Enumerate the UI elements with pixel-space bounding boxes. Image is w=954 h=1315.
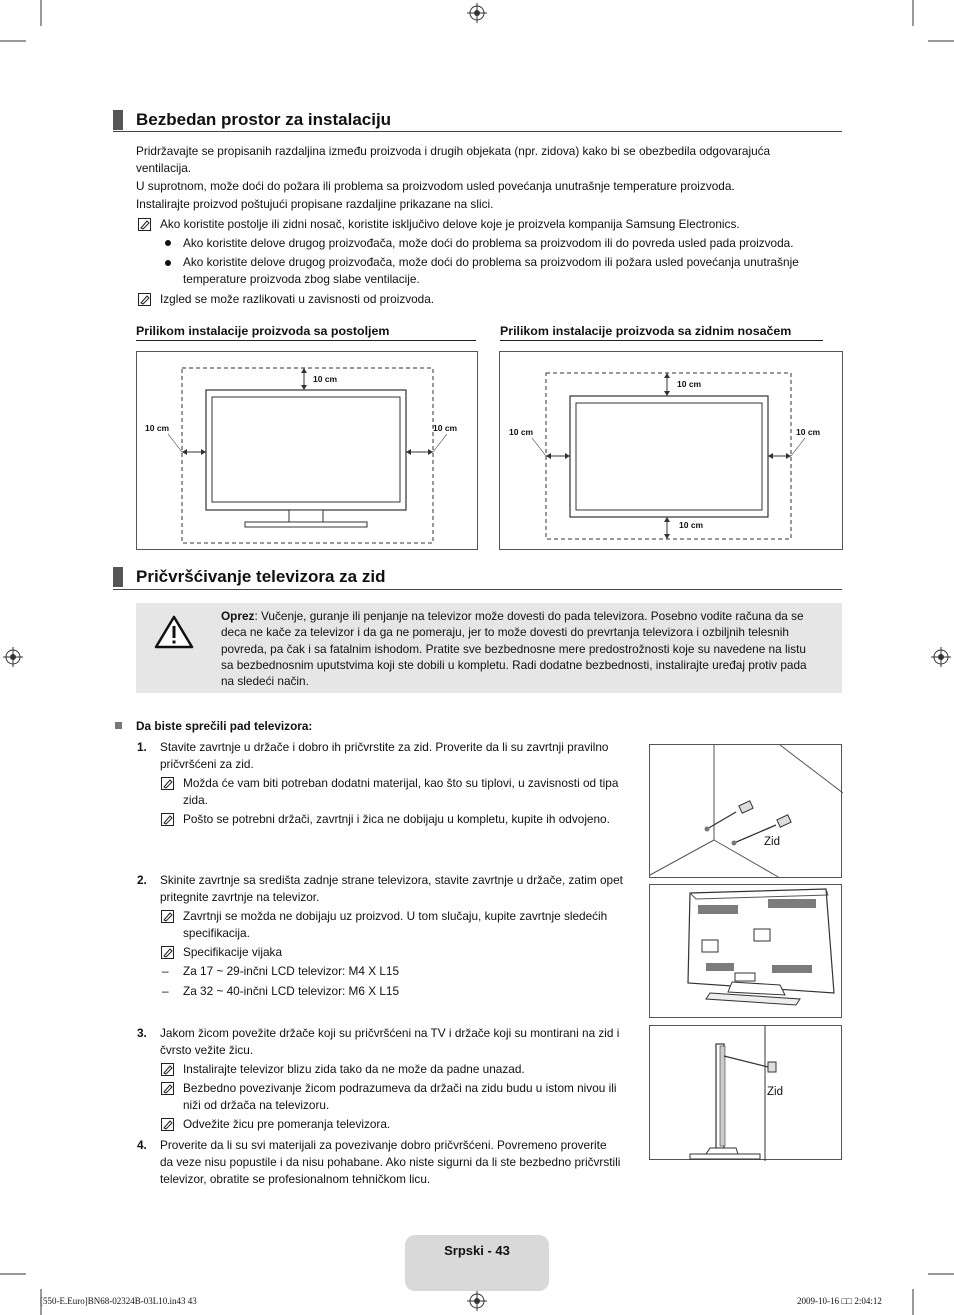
- note-icon: [161, 1118, 174, 1131]
- note-icon: [161, 946, 174, 959]
- distance-label: 10 cm: [796, 427, 821, 437]
- wire-connection-illustration: [649, 1025, 842, 1160]
- step-number: 2.: [137, 873, 147, 887]
- note-text: specifikacija.: [183, 926, 250, 940]
- warning-line: deca ne kače za televizor i da ga ne pomeraju, jer to može dovesti do prevrtanja televizora i ozbiljnih telesnih: [221, 625, 789, 639]
- note-icon: [161, 910, 174, 923]
- note-icon: [161, 813, 174, 826]
- section-bar: [113, 567, 123, 587]
- note-text: Možda će vam biti potreban dodatni materijal, kao što su tiplovi, u zavisnosti od tipa: [183, 776, 619, 790]
- distance-label: 10 cm: [509, 427, 534, 437]
- note-text: Bezbedno povezivanje žicom podrazumeva da držači na zidu budu u istom nivou ili: [183, 1081, 617, 1095]
- distance-label: 10 cm: [313, 374, 338, 384]
- warning-line: na sledeći način.: [221, 674, 309, 688]
- step-text: Proverite da li su svi materijali za povezivanje dobro pričvršćeni. Povremeno proverite: [160, 1138, 607, 1152]
- bullet-text: Ako koristite delove drugog proizvođača, može doći do problema sa proizvodom ili požara usled povećanja unutrašnje: [183, 255, 799, 269]
- note-text: Odvežite žicu pre pomeranja televizora.: [183, 1117, 391, 1131]
- paragraph: Pridržavajte se propisanih razdaljina između proizvoda i drugih objekata (npr. zidova) kako bi se obezbedila odgovarajuća: [136, 144, 771, 158]
- step-text: pričvršćeni za zid.: [160, 757, 254, 771]
- step-text: Stavite zavrtnje u držače i dobro ih pričvrstite za zid. Proverite da li su zavrtnji pravilno: [160, 740, 609, 754]
- note-text: Zavrtnji se možda ne dobijaju uz proizvod. U tom slučaju, kupite zavrtnje sledećih: [183, 909, 608, 923]
- note-text: Pošto se potrebni držači, zavrtnji i žica ne dobijaju u kompletu, kupite ih odvojeno.: [183, 812, 610, 826]
- note-text: niži od držača na televizoru.: [183, 1098, 330, 1112]
- note-text: Ako koristite postolje ili zidni nosač, koristite isključivo delove koje je proizvela kompanija Samsung Electronics.: [160, 217, 740, 231]
- warning-line: povreda, pa čak i sa fatalnim ishodom. Pratite sve bezbednosne mere predostrožnosti koje su navedene na listu: [221, 642, 806, 656]
- distance-label: 10 cm: [433, 423, 458, 433]
- spec-item: Za 32 ~ 40-inčni LCD televizor: M6 X L15: [183, 984, 400, 998]
- step-number: 4.: [137, 1138, 147, 1152]
- section-title: Pričvršćivanje televizora za zid: [136, 567, 386, 586]
- dash: –: [162, 984, 169, 998]
- paragraph: U suprotnom, može doći do požara ili problema sa proizvodom usled povećanja unutrašnje temperature proizvoda.: [136, 179, 735, 193]
- note-icon: [138, 293, 151, 306]
- wall-mount-clearance-diagram: [499, 351, 843, 550]
- bullet-text: temperature proizvoda zbog slabe ventilacije.: [183, 272, 420, 286]
- step-text: televizor, obratite se profesionalnom tehničkom licu.: [160, 1172, 431, 1186]
- section-rule: [113, 589, 842, 590]
- stand-clearance-diagram: [136, 351, 478, 550]
- paragraph: ventilacija.: [136, 161, 192, 175]
- step-text: Jakom žicom povežite držače koji su pričvršćeni na TV i držače koji su montirani na zid i: [160, 1026, 620, 1040]
- note-icon: [161, 1063, 174, 1076]
- step-text: čvrsto vežite žicu.: [160, 1043, 254, 1057]
- bullet-text: Ako koristite delove drugog proizvođača, može doći do problema sa proizvodom ili do povreda usled pada proizvoda.: [183, 236, 794, 250]
- bullet: [165, 240, 171, 246]
- step-text: pritegnite zavrtnje na televizor.: [160, 890, 320, 904]
- stand-heading: Prilikom instalacije proizvoda sa postoljem: [136, 324, 476, 341]
- paragraph: Instalirajte proizvod poštujući propisane razdaljine prikazane na slici.: [136, 197, 494, 211]
- note-text: Instalirajte televizor blizu zida tako da ne može da padne unazad.: [183, 1062, 525, 1076]
- step-number: 1.: [137, 740, 147, 754]
- distance-label: 10 cm: [677, 379, 702, 389]
- file-info: [550-E.Euro]BN68-02324B-03L10.in43 43: [40, 1296, 197, 1306]
- prevent-heading: Da biste sprečili pad televizora:: [136, 719, 313, 733]
- bullet: [165, 260, 171, 266]
- wall-label: Zid: [764, 836, 780, 848]
- spec-item: Za 17 ~ 29-inčni LCD televizor: M4 X L15: [183, 964, 400, 978]
- step-number: 3.: [137, 1026, 147, 1040]
- warning-line: Oprez: Vučenje, guranje ili penjanje na televizor može dovesti do pada televizora. Posebno vodite računa da se: [221, 609, 804, 623]
- step-text: da veze nisu popustile i da nisu pohabane. Ako niste sigurni da li ste bezbedno pričvrstili: [160, 1155, 621, 1169]
- warning-triangle-icon: [154, 615, 194, 649]
- warning-box: [136, 603, 842, 693]
- section-bar: [113, 110, 123, 130]
- note-text: zida.: [183, 793, 208, 807]
- warning-line: sa bezbednosnim uputstvima koji ste dobili u kompletu. Radi dodatne bezbednosti, instalirajte uređaj protiv pada: [221, 658, 807, 672]
- note-icon: [138, 218, 151, 231]
- note-text: Izgled se može razlikovati u zavisnosti od proizvoda.: [160, 292, 435, 306]
- dash: –: [162, 964, 169, 978]
- tv-back-illustration: [649, 884, 842, 1018]
- distance-label: 10 cm: [679, 520, 704, 530]
- note-icon: [161, 1082, 174, 1095]
- wall-label: Zid: [767, 1086, 783, 1098]
- page-number: Srpski - 43: [444, 1243, 510, 1258]
- wall-bracket-illustration: [649, 744, 842, 878]
- print-date: 2009-10-16 □□ 2:04:12: [797, 1296, 882, 1306]
- square-bullet: [115, 722, 122, 729]
- section-rule: [113, 131, 842, 132]
- wall-heading: Prilikom instalacije proizvoda sa zidnim nosačem: [500, 324, 823, 341]
- section-title: Bezbedan prostor za instalaciju: [136, 110, 392, 129]
- step-text: Skinite zavrtnje sa središta zadnje strane televizora, stavite zavrtnje u držače, zatim opet: [160, 873, 623, 887]
- note-text: Specifikacije vijaka: [183, 945, 283, 959]
- note-icon: [161, 777, 174, 790]
- distance-label: 10 cm: [145, 423, 170, 433]
